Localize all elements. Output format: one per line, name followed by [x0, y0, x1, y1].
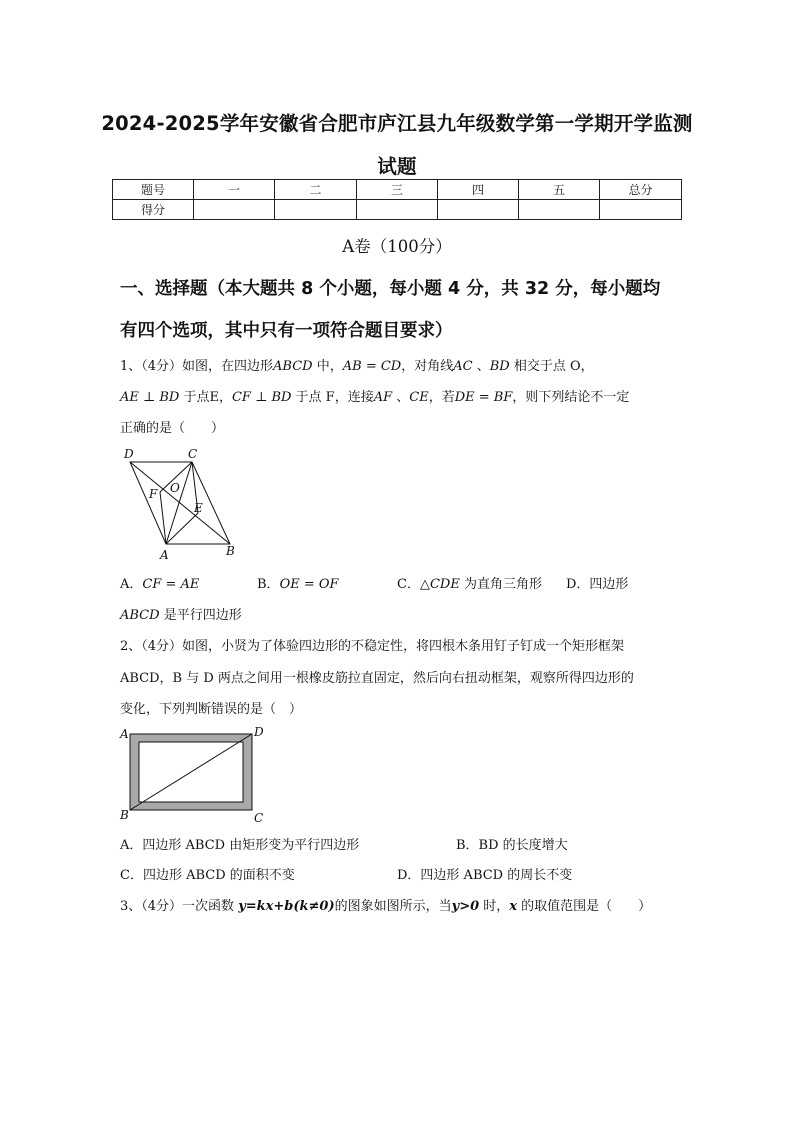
q1-option-c-text: 为直角三角形	[459, 577, 542, 592]
section1-heading-line2: 有四个选项，其中只有一项符合题目要求）	[120, 321, 453, 341]
q1-option-d[interactable]	[566, 573, 628, 592]
q1-line1	[120, 355, 594, 374]
q1-math: DE = BF	[454, 390, 513, 405]
score-table-header-cell: 一	[194, 180, 275, 200]
score-input-cell[interactable]	[194, 200, 275, 220]
q2-option-c[interactable]: C．四边形 ABCD 的面积不变	[120, 868, 295, 883]
q1-option-c-symbol: △CDE	[419, 577, 460, 592]
q1-option-b[interactable]	[257, 573, 339, 592]
q3-variable: x	[509, 899, 518, 914]
q1-text: 相交于点 O，	[509, 359, 594, 374]
q1-label-e: E	[194, 501, 203, 515]
q1-option-d-label: D．四边形	[566, 577, 629, 592]
q1-text: ，对角线	[401, 359, 454, 374]
q1-options-line1	[120, 573, 199, 592]
score-table	[112, 179, 682, 220]
q2-label-d: D	[254, 725, 264, 739]
score-table-header-cell: 总分	[600, 180, 682, 200]
score-table-header-cell: 题号	[113, 180, 194, 200]
score-table-header-cell: 三	[357, 180, 438, 200]
q1-label-c: C	[188, 447, 198, 461]
q3-text: 的取值范围是（ ）	[517, 899, 652, 914]
score-table-header-row	[113, 180, 682, 200]
section-a-heading: A卷（100分）	[342, 237, 452, 256]
q1-math: CF ⊥ BD	[231, 390, 292, 405]
score-table-score-row	[113, 200, 682, 220]
q1-text: 中，	[312, 359, 343, 374]
q1-math: ABCD	[273, 359, 313, 374]
q2-label-b: B	[120, 808, 129, 822]
q1-text: 、	[472, 359, 490, 374]
q2-figure	[118, 724, 268, 826]
score-table-header-cell: 四	[438, 180, 519, 200]
score-input-cell[interactable]	[275, 200, 357, 220]
q1-math: CE	[409, 390, 429, 405]
q1-figure	[118, 446, 248, 564]
q1-option-c-label: C．	[397, 577, 420, 592]
q1-label-f: F	[149, 487, 158, 501]
q1-text: 1、（4分）如图，在四边形	[120, 359, 274, 374]
q1-option-a-label: A．	[120, 577, 143, 592]
q1-option-a[interactable]	[120, 577, 199, 592]
q3-line1	[120, 895, 651, 914]
q1-option-a-text: CF = AE	[142, 577, 200, 592]
q1-option-d-continued	[120, 604, 242, 623]
score-table-row-label: 得分	[113, 200, 194, 220]
q1-text: 、	[392, 390, 410, 405]
q1-option-b-label: B．	[257, 577, 280, 592]
q1-option-c[interactable]	[397, 573, 542, 592]
section1-heading-line1: 一、选择题（本大题共 8 个小题，每小题 4 分，共 32 分，每小题均	[120, 279, 661, 299]
score-table-header-cell: 二	[275, 180, 357, 200]
q1-option-d-symbol: ABCD	[120, 608, 160, 623]
q1-option-b-text: OE = OF	[279, 577, 339, 592]
q1-diagonal-bd	[130, 462, 230, 544]
q1-line3: 正确的是（ ）	[120, 421, 225, 436]
q1-option-d-text: 是平行四边形	[159, 608, 242, 623]
q2-label-a: A	[120, 727, 129, 741]
q3-text: 时，	[479, 899, 510, 914]
q1-label-a: A	[160, 548, 169, 562]
q1-line2	[120, 386, 629, 405]
score-input-cell[interactable]	[600, 200, 682, 220]
q1-label-o: O	[170, 481, 180, 495]
q1-label-d: D	[124, 447, 134, 461]
q2-option-b[interactable]: B．BD 的长度增大	[456, 838, 568, 853]
score-input-cell[interactable]	[357, 200, 438, 220]
q1-math: AF	[373, 390, 393, 405]
q1-math: AC	[453, 359, 473, 374]
q3-expression: y=kx+b(k≠0)	[238, 899, 335, 914]
score-input-cell[interactable]	[438, 200, 519, 220]
q1-text: ，若	[428, 390, 455, 405]
score-table-header-cell: 五	[519, 180, 600, 200]
q1-math: AE ⊥ BD	[120, 390, 180, 405]
q1-math: BD	[489, 359, 510, 374]
q2-line1: 2、（4分）如图，小贤为了体验四边形的不稳定性，将四根木条用钉子钉成一个矩形框架	[120, 639, 625, 654]
score-input-cell[interactable]	[519, 200, 600, 220]
q1-text: 于点 F，连接	[291, 390, 374, 405]
q1-text: 于点E，	[179, 390, 232, 405]
q2-label-c: C	[254, 811, 264, 825]
q2-line3: 变化，下列判断错误的是（ ）	[120, 702, 303, 717]
q2-line2: ABCD，B 与 D 两点之间用一根橡皮筋拉直固定，然后向右扭动框架，观察所得四边形的	[120, 671, 634, 686]
q2-option-d[interactable]: D．四边形 ABCD 的周长不变	[397, 868, 573, 883]
q3-text: 3、（4分）一次函数	[120, 899, 239, 914]
q3-text: 的图象如图所示，当	[334, 899, 452, 914]
q1-math: AB = CD	[342, 359, 402, 374]
q1-label-b: B	[226, 544, 235, 558]
q2-option-a[interactable]: A．四边形 ABCD 由矩形变为平行四边形	[120, 838, 360, 853]
q3-condition: y>0	[451, 899, 480, 914]
page-title-line1: 2024-2025学年安徽省合肥市庐江县九年级数学第一学期开学监测	[101, 112, 693, 135]
q1-text: ，则下列结论不一定	[512, 390, 630, 405]
page-title-line2: 试题	[377, 155, 417, 178]
